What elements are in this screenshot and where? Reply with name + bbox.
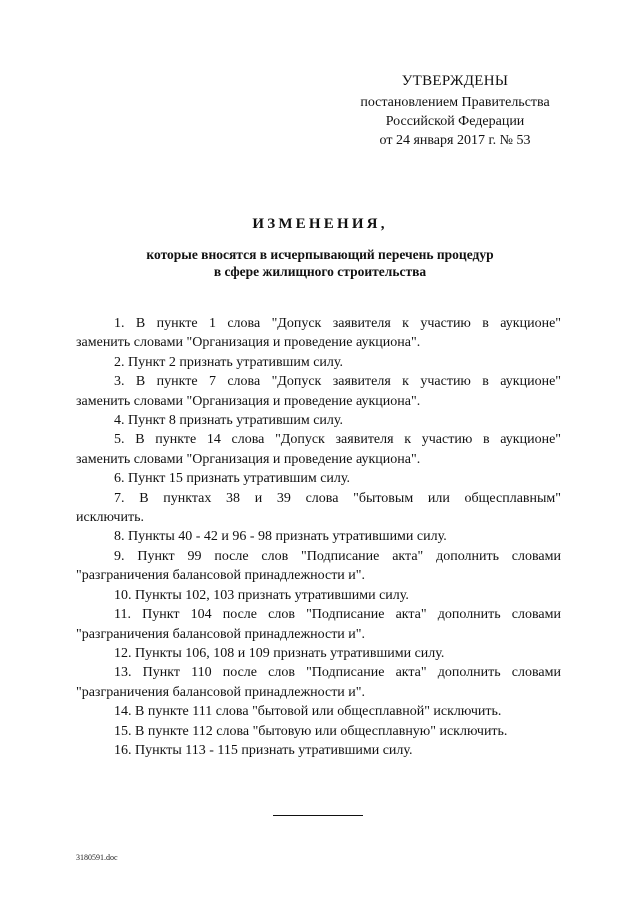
amendment-text: 4. Пункт 8 признать утратившим силу. [114,413,343,429]
approval-line-2: Российской Федерации [385,114,525,129]
amendment-item [76,430,561,469]
amendment-item [76,314,561,353]
amendment-item [76,353,561,372]
amendment-text: 5. В пункте 14 слова "Допуск заявителя к участию в аукционе" [114,432,561,448]
amendment-item [76,702,561,721]
amendment-item [76,605,561,644]
amendment-item [76,489,561,528]
approval-heading: УТВЕРЖДЕНЫ [401,73,509,89]
file-name: 3180591.doc [76,853,118,862]
document-subtitle [60,246,580,280]
amendment-text-continued: заменить словами "Организация и проведение аукциона". [76,393,421,409]
amendment-item [76,469,561,488]
amendments-list [76,314,561,760]
amendment-text-continued: исключить. [76,510,144,526]
amendment-text: 14. В пункте 111 слова "бытовой или общесплавной" исключить. [114,704,502,720]
approval-stamp [340,72,570,150]
amendment-item [76,547,561,586]
approval-line-1: постановлением Правительства [360,95,550,110]
amendment-text: 11. Пункт 104 после слов "Подписание акта" дополнить словами [114,607,561,623]
amendment-text: 15. В пункте 112 слова "бытовую или общесплавную" исключить. [114,723,508,739]
subtitle-line-1: которые вносятся в исчерпывающий перечень процедур [146,247,494,262]
amendment-item [76,527,561,546]
amendment-item [76,722,561,741]
amendment-text: 12. Пункты 106, 108 и 109 признать утратившими силу. [114,645,445,661]
amendment-text-continued: "разграничения балансовой принадлежности и". [76,684,366,700]
amendment-text: 7. В пунктах 38 и 39 слова "бытовым или общесплавным" [114,490,561,506]
amendment-item [76,741,561,760]
amendment-item [76,411,561,430]
document-title-block [60,214,580,280]
amendment-text: 13. Пункт 110 после слов "Подписание акта" дополнить словами [114,665,561,681]
subtitle-line-2: в сфере жилищного строительства [213,264,427,279]
amendment-text: 16. Пункты 113 - 115 признать утратившими силу. [114,742,413,758]
amendment-text-continued: "разграничения балансовой принадлежности и". [76,626,366,642]
amendment-text-continued: "разграничения балансовой принадлежности и". [76,568,366,584]
approval-line-3: от 24 января 2017 г. № 53 [379,133,531,148]
amendment-text: 3. В пункте 7 слова "Допуск заявителя к участию в аукционе" [114,374,561,390]
end-rule [273,815,363,816]
amendment-text: 8. Пункты 40 - 42 и 96 - 98 признать утратившими силу. [114,529,447,545]
amendment-text: 2. Пункт 2 признать утратившим силу. [114,354,343,370]
amendment-item [76,663,561,702]
amendment-text: 1. В пункте 1 слова "Допуск заявителя к участию в аукционе" [114,316,561,331]
amendment-text-continued: заменить словами "Организация и проведение аукциона". [76,451,421,467]
amendment-text: 10. Пункты 102, 103 признать утратившими силу. [114,587,409,603]
amendment-text: 9. Пункт 99 после слов "Подписание акта" дополнить словами [114,548,561,564]
amendment-item [76,586,561,605]
document-title: ИЗМЕНЕНИЯ, [252,216,388,232]
amendment-text-continued: заменить словами "Организация и проведение аукциона". [76,335,421,351]
amendment-item [76,372,561,411]
amendment-text: 6. Пункт 15 признать утратившим силу. [114,471,350,487]
amendment-item [76,644,561,663]
